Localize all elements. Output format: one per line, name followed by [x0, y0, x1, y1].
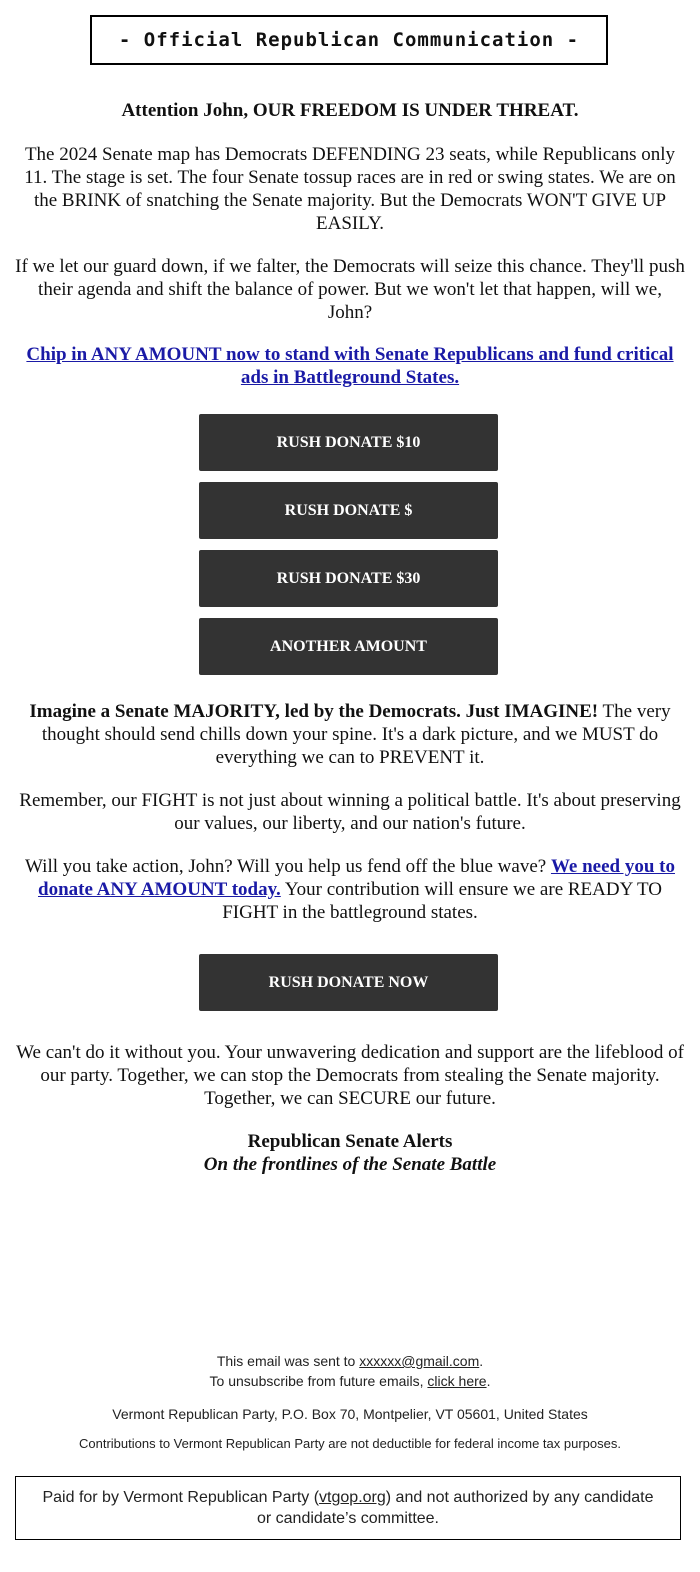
donate-blank-button[interactable]: RUSH DONATE $ — [199, 482, 498, 539]
donate-now-button[interactable]: RUSH DONATE NOW — [199, 954, 498, 1011]
donate-10-button[interactable]: RUSH DONATE $10 — [199, 414, 498, 471]
footer-sent-prefix: This email was sent to — [216, 1353, 360, 1369]
paragraph-take-action — [14, 855, 686, 924]
footer-tax-notice: Contributions to Vermont Republican Party are not deductible for federal income tax purposes. — [79, 1436, 621, 1451]
imagine-rest-text: The very thought should send chills down your spine. It's a dark picture, and we MUST do everything we can to PREVENT it. — [41, 701, 671, 768]
take-action-end: Your contribution will ensure we are READY TO FIGHT in the battleground states. — [222, 879, 662, 923]
paragraph-imagine — [14, 700, 686, 769]
signature-org: Republican Senate Alerts — [247, 1131, 453, 1152]
official-communication-header — [90, 15, 608, 65]
donate-any-amount-link[interactable]: We need you to donate ANY AMOUNT today. — [38, 856, 675, 900]
vtgop-link[interactable]: vtgop.org — [319, 1489, 386, 1506]
paragraph-cant-do-it: We can't do it without you. Your unwavering dedication and support are the lifeblood of our party. Together, we can stop the Democrats from stealing the Senate majority. Together, we can SECURE our future. — [16, 1042, 684, 1109]
cta-paragraph — [14, 343, 686, 389]
paragraph-guard-down: If we let our guard down, if we falter, the Democrats will seize this chance. They'll push their agenda and shift the balance of power. But we won't let that happen, will we, John? — [15, 256, 685, 323]
footer-unsub-suffix: . — [486, 1373, 491, 1389]
take-action-start: Will you take action, John? Will you help us fend off the blue wave? — [25, 856, 551, 877]
chip-in-link[interactable]: Chip in ANY AMOUNT now to stand with Senate Republicans and fund critical ads in Battleground States. — [26, 344, 674, 388]
footer-address: Vermont Republican Party, P.O. Box 70, Montpelier, VT 05601, United States — [112, 1406, 588, 1422]
paid-for-disclaimer — [15, 1476, 681, 1540]
footer-unsub-prefix: To unsubscribe from future emails, — [209, 1373, 428, 1389]
header-title: - Official Republican Communication - — [118, 29, 580, 51]
signature-tagline: On the frontlines of the Senate Battle — [203, 1154, 497, 1175]
paid-suffix: ) and not authorized by any candidate or candidate’s committee. — [256, 1489, 654, 1527]
unsubscribe-link[interactable]: click here — [427, 1373, 487, 1389]
intro-headline — [14, 99, 686, 122]
footer-unsubscribe-line — [14, 1371, 686, 1391]
footer-sent-suffix: . — [479, 1353, 484, 1369]
paid-prefix: Paid for by Vermont Republican Party ( — [42, 1489, 320, 1506]
recipient-email-link[interactable]: xxxxxx@gmail.com — [359, 1353, 480, 1369]
signature-block — [14, 1130, 686, 1176]
intro-headline-text: Attention John, OUR FREEDOM IS UNDER THREAT. — [121, 100, 579, 121]
imagine-bold-text: Imagine a Senate MAJORITY, led by the Democrats. Just IMAGINE! — [29, 701, 599, 722]
another-amount-button[interactable]: ANOTHER AMOUNT — [199, 618, 498, 675]
footer-sent-line — [14, 1351, 686, 1371]
donate-30-button[interactable]: RUSH DONATE $30 — [199, 550, 498, 607]
paragraph-senate-map: The 2024 Senate map has Democrats DEFENDING 23 seats, while Republicans only 11. The stage is set. The four Senate tossup races are in red or swing states. We are on the BRINK of snatching the Senate majority. But the Democrats WON'T GIVE UP EASILY. — [24, 144, 676, 234]
paid-for-text — [36, 1487, 660, 1529]
paragraph-remember: Remember, our FIGHT is not just about winning a political battle. It's about preserving our values, our liberty, and our nation's future. — [19, 790, 681, 834]
